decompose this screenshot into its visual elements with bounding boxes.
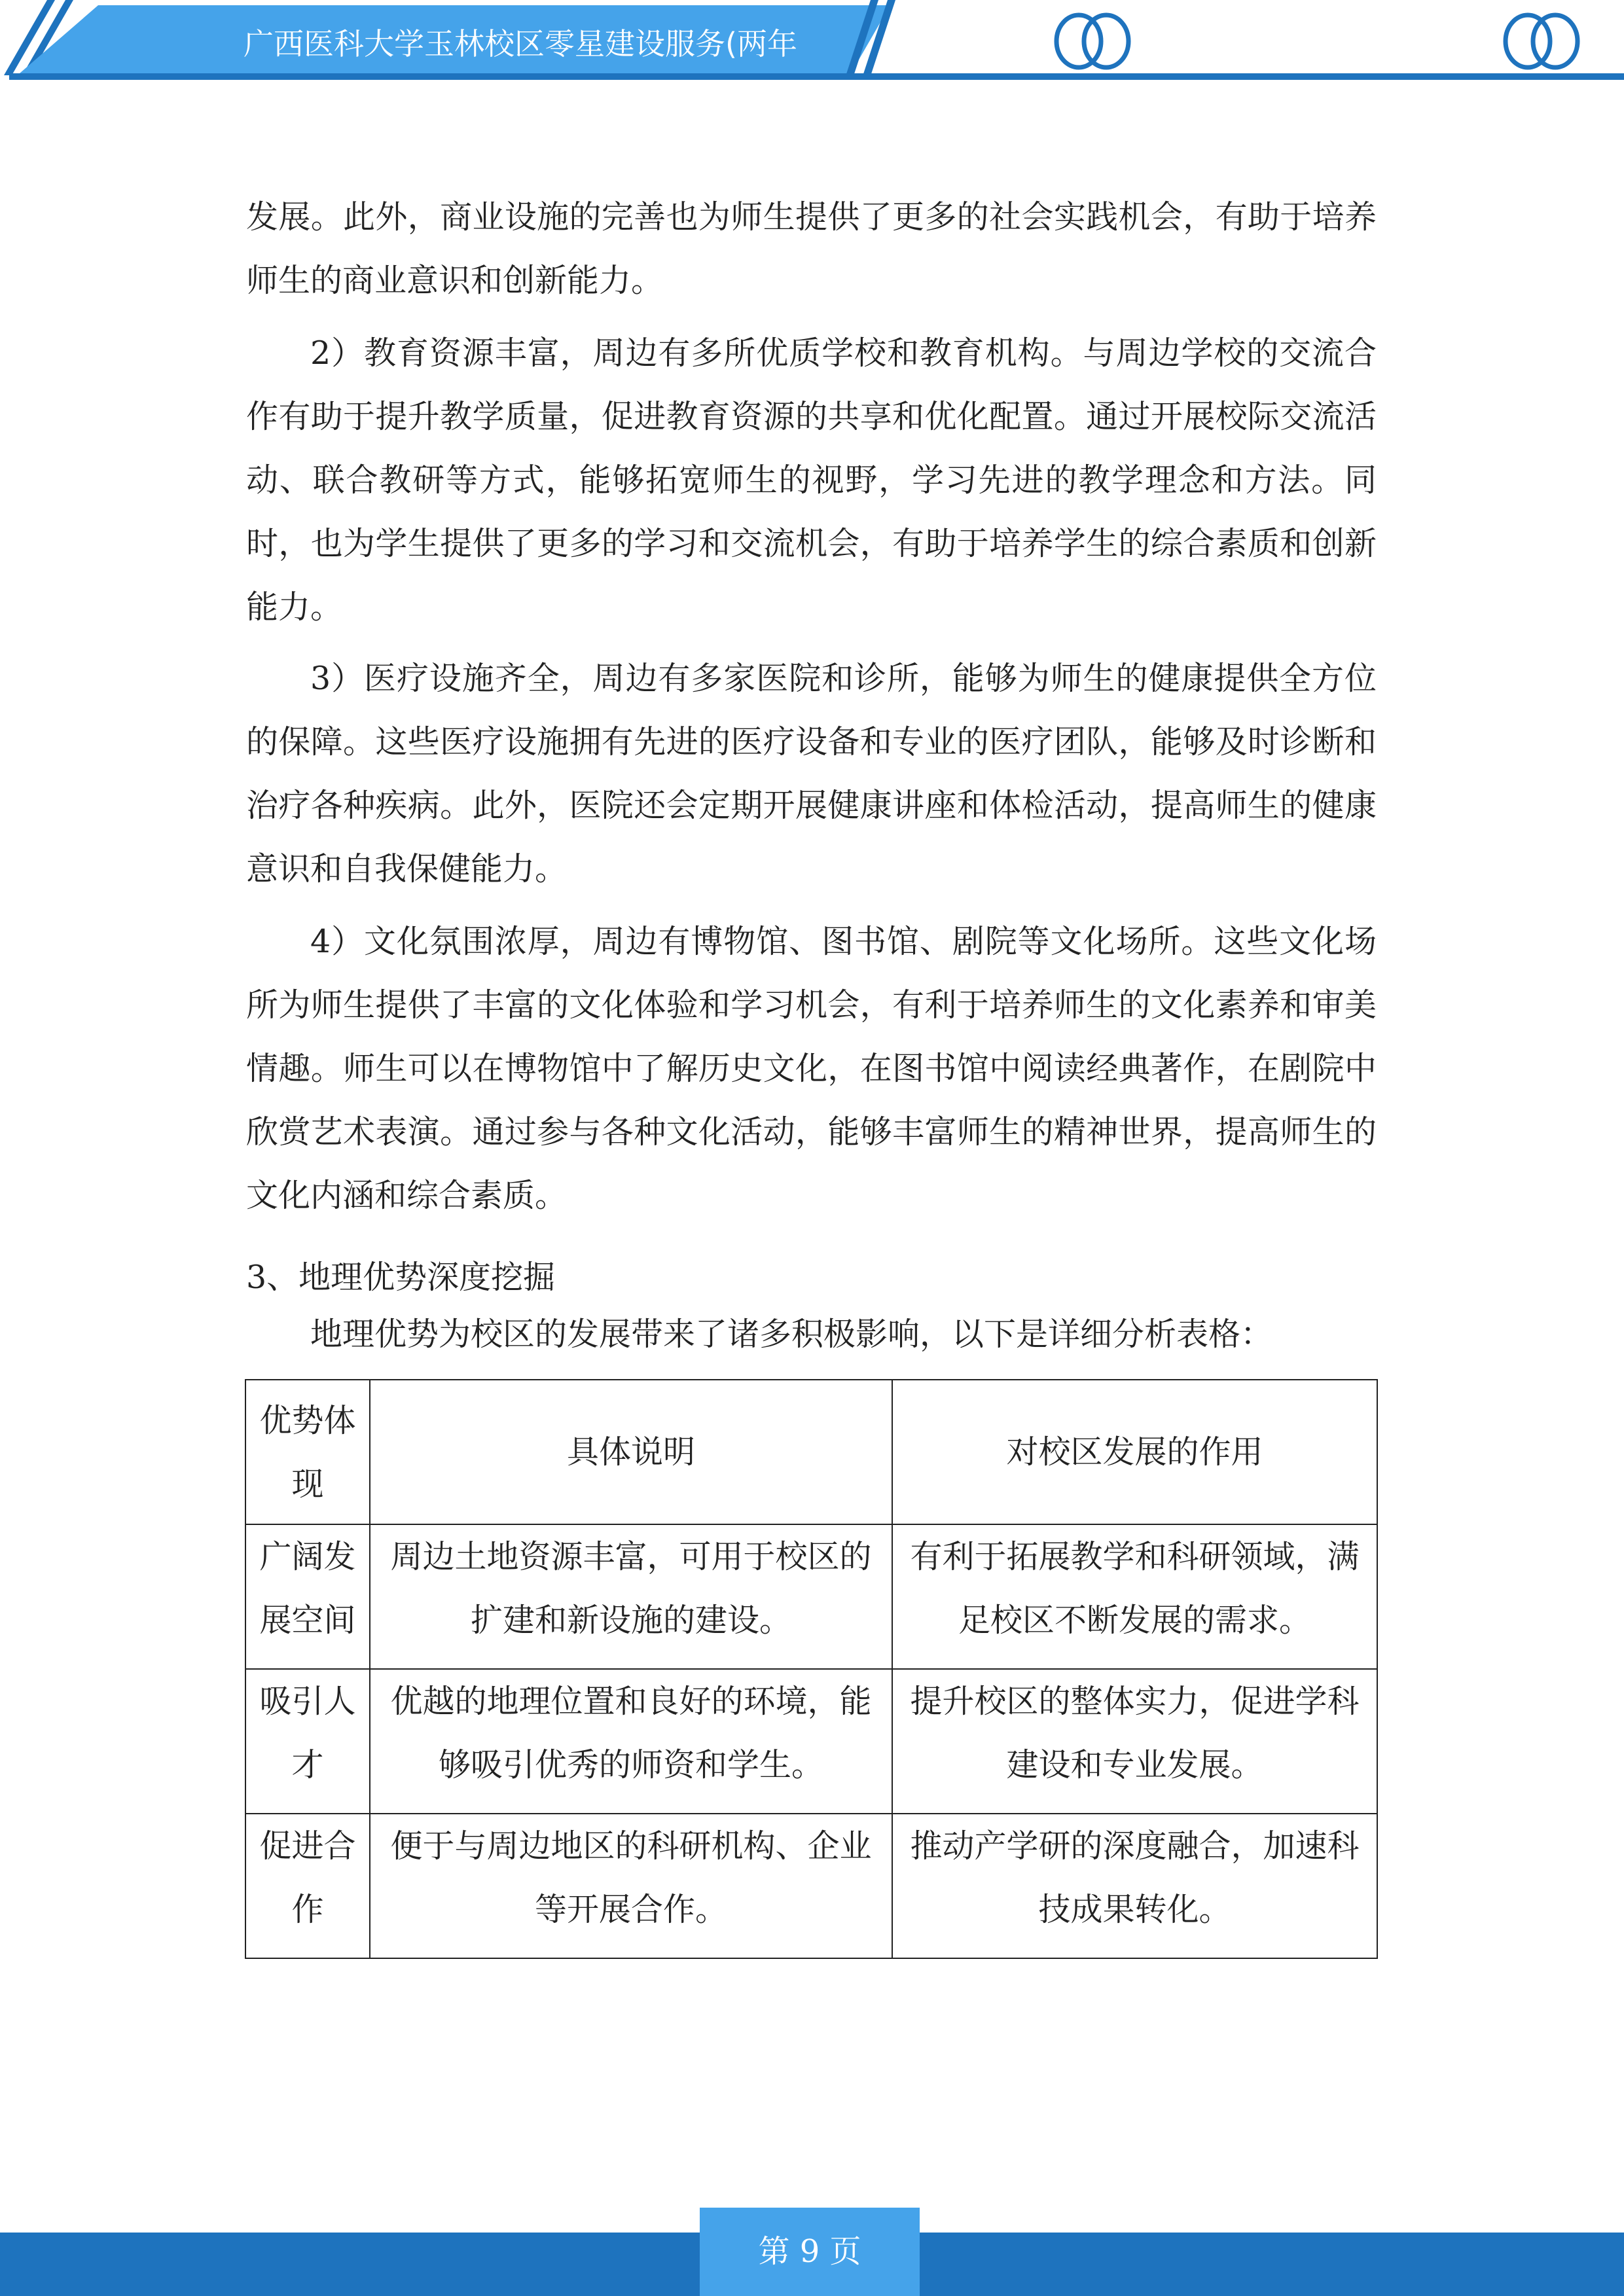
document-title: 广西医科大学玉林校区零星建设服务(两年 [244,26,797,62]
table-cell: 广阔发展空间 [245,1524,370,1669]
page-number: 第 9 页 [700,2208,920,2296]
table-row [245,1814,1377,1958]
page-header [0,0,1624,82]
section-heading: 3、地理优势深度挖掘 [246,1259,556,1296]
table-row [245,1669,1377,1814]
advantages-table [245,1379,1378,1959]
paragraph-1: 发展。此外，商业设施的完善也为师生提供了更多的社会实践机会，有助于培养师生的商业意识和创新能力。 [246,198,1377,299]
header-cell: 对校区发展的作用 [892,1380,1377,1524]
table-cell: 周边土地资源丰富，可用于校区的扩建和新设施的建设。 [370,1524,892,1669]
table-cell: 优越的地理位置和良好的环境，能够吸引优秀的师资和学生。 [370,1669,892,1814]
table-cell: 有利于拓展教学和科研领域，满足校区不断发展的需求。 [892,1524,1377,1669]
table-cell: 推动产学研的深度融合，加速科技成果转化。 [892,1814,1377,1958]
table-cell: 便于与周边地区的科研机构、企业等开展合作。 [370,1814,892,1958]
table-cell: 提升校区的整体实力，促进学科建设和专业发展。 [892,1669,1377,1814]
table-header-row [245,1380,1377,1524]
header-cell: 具体说明 [370,1380,892,1524]
paragraph-4: 4）文化氛围浓厚，周边有博物馆、图书馆、剧院等文化场所。这些文化场所为师生提供了丰富的文化体验和学习机会，有利于培养师生的文化素养和审美情趣。师生可以在博物馆中了解历史文化，在图书馆中阅读经典著作，在剧院中欣赏艺术表演。通过参与各种文化活动，能够丰富师生的精神世界，提高师生的文化内涵和综合素质。 [246,923,1377,1214]
table-cell: 促进合作 [245,1814,370,1958]
table-intro: 地理优势为校区的发展带来了诸多积极影响，以下是详细分析表格： [310,1316,1273,1353]
paragraph-2: 2）教育资源丰富，周边有多所优质学校和教育机构。与周边学校的交流合作有助于提升教学质量，促进教育资源的共享和优化配置。通过开展校际交流活动、联合教研等方式，能够拓宽师生的视野，学习先进的教学理念和方法。同时，也为学生提供了更多的学习和交流机会，有助于培养学生的综合素质和创新能力。 [246,334,1377,626]
header-cell: 优势体现 [245,1380,370,1524]
paragraph-3: 3）医疗设施齐全，周边有多家医院和诊所，能够为师生的健康提供全方位的保障。这些医疗设施拥有先进的医疗设备和专业的医疗团队，能够及时诊断和治疗各种疾病。此外，医院还会定期开展健康讲座和体检活动，提高师生的健康意识和自我保健能力。 [246,660,1377,888]
table-row [245,1524,1377,1669]
table-cell: 吸引人才 [245,1669,370,1814]
